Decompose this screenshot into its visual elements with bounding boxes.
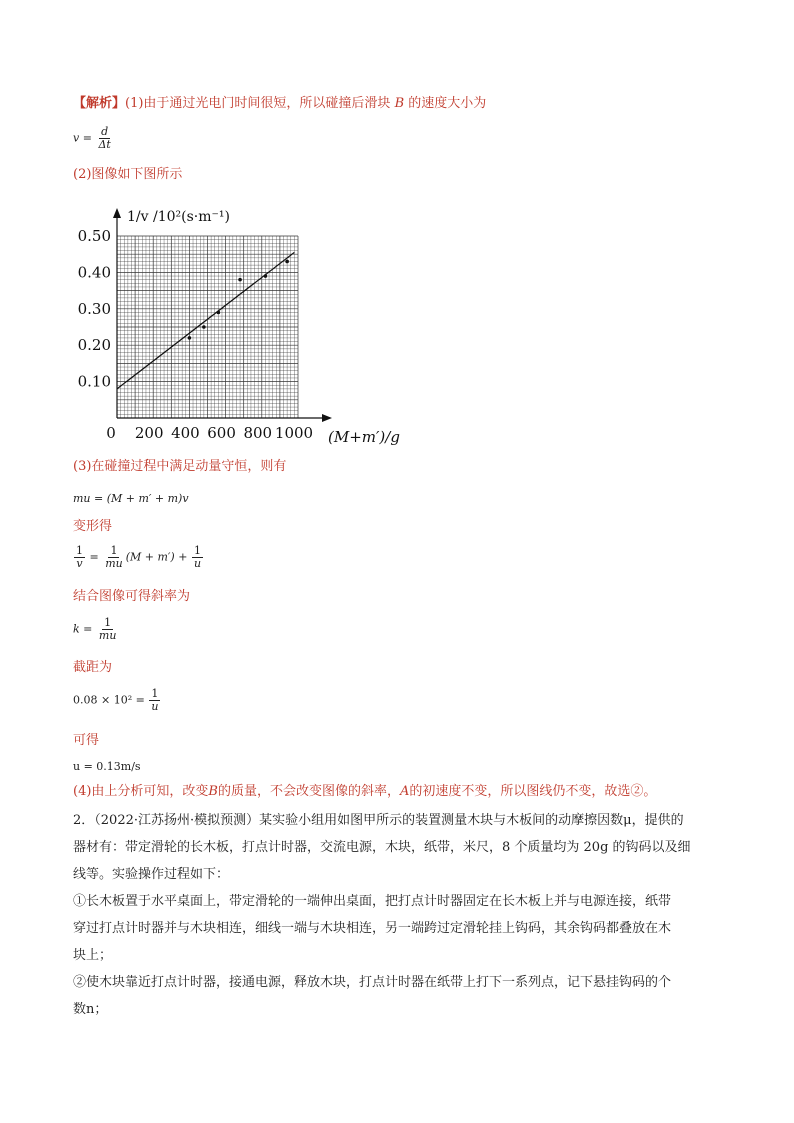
y-tick-label: 0.20 (77, 336, 111, 355)
eq-recip-lhs-den: v (76, 557, 83, 570)
x-tick-label: 0 (106, 424, 116, 442)
eq-v-fraction (96, 126, 112, 151)
x-axis-label: (M+m′)/g (328, 428, 400, 446)
y-axis-arrow (113, 208, 121, 218)
x-tick-label: 400 (171, 424, 200, 442)
x-tick-label: 1000 (274, 424, 314, 442)
eq-recip-end-den: u (193, 557, 202, 570)
eq-recip-eq: = (89, 550, 99, 564)
p4-b: B (208, 784, 218, 799)
eq-k-num: 1 (104, 616, 112, 629)
eq-int-fraction (149, 688, 160, 713)
analysis-p2: (2)图像如下图所示 (73, 167, 183, 182)
data-point (202, 325, 206, 329)
eq-v-den: Δt (98, 138, 111, 151)
x-tick-label: 200 (134, 424, 164, 442)
eq-recip-end (192, 545, 203, 570)
eq-int-den: u (151, 700, 159, 713)
slope-intro: 结合图像可得斜率为 (73, 589, 191, 604)
x-tick-label: 600 (207, 424, 236, 442)
q2-line-3: 线等。实验操作过程如下： (73, 867, 230, 882)
y-tick-label: 0.40 (77, 263, 111, 282)
eq-recip-lhs (74, 545, 85, 570)
q2-line-1: 2．（2022·江苏扬州·模拟预测）某实验小组用如图甲所示的装置测量木块与木板间的动摩擦因数μ，提供的 (73, 813, 684, 828)
eq-v-lhs: v = (73, 131, 92, 145)
p4-a: (4)由上分析可知，改变 (73, 784, 209, 799)
equation-velocity (73, 126, 114, 151)
analysis-p1-end: 的速度大小为 (408, 96, 487, 111)
p4-c: 的质量，不会改变图像的斜率， (217, 784, 400, 799)
p4-d: A (400, 784, 410, 799)
fit-line (117, 252, 294, 389)
eq-int-num: 1 (151, 687, 159, 700)
data-point (264, 274, 268, 278)
eq-v-num: d (101, 125, 109, 138)
eq-recip-mid-tail: (M + m′) + (125, 550, 188, 564)
eq-recip-mid-den: mu (105, 557, 123, 570)
analysis-tag: 【解析】 (73, 96, 126, 111)
equation-reciprocal (73, 545, 204, 570)
x-tick-label: 800 (243, 424, 273, 442)
eq-recip-lhs-num: 1 (76, 544, 83, 557)
transform-label: 变形得 (73, 519, 113, 534)
q2-line-2: 器材有：带定滑轮的长木板，打点计时器，交流电源，木块，纸带，米尺，8 个质量均为 20g 的钩码以及细 (73, 840, 691, 855)
q2-line-5: 穿过打点计时器并与木块相连，细线一端与木块相连，另一端跨过定滑轮挂上钩码，其余钩码都叠放在木 (73, 921, 672, 936)
q2-line-7: ②使木块靠近打点计时器，接通电源，释放木块，打点计时器在纸带上打下一系列点，记下悬挂钩码的个 (73, 975, 672, 990)
analysis-p4 (73, 783, 656, 801)
question-2 (73, 807, 723, 1023)
result-intro: 可得 (73, 733, 100, 748)
p4-e: 的初速度不变，所以图线仍不变，故选②。 (409, 784, 657, 799)
equation-intercept (73, 688, 161, 713)
data-point (188, 336, 192, 340)
y-tick-label: 0.50 (77, 227, 111, 245)
analysis-p1-text: (1)由于通过光电门时间很短，所以碰撞后滑块 (125, 96, 391, 111)
equation-slope (73, 617, 119, 642)
eq-recip-mid (103, 545, 125, 570)
equation-momentum: mu = (M + m′ + m)v (73, 492, 189, 505)
y-axis-label: 1/v /10²(s·m⁻¹) (127, 209, 230, 225)
y-tick-label: 0.10 (77, 372, 111, 391)
analysis-p3: (3)在碰撞过程中满足动量守恒，则有 (73, 459, 287, 474)
q2-line-6: 块上； (73, 948, 113, 963)
graph (73, 193, 403, 448)
eq-k-fraction (97, 617, 119, 642)
analysis-line-1 (73, 95, 486, 113)
y-tick-label: 0.30 (77, 299, 111, 318)
data-point (217, 311, 221, 315)
q2-line-4: ①长木板置于水平桌面上，带定滑轮的一端伸出桌面，把打点计时器固定在长木板上并与电源连接，纸带 (73, 894, 672, 909)
analysis-p1-var: B (394, 96, 405, 111)
q2-line-8: 数n； (73, 1002, 108, 1017)
data-point (238, 278, 242, 282)
eq-k-den: mu (98, 629, 117, 642)
eq-k-lhs: k = (73, 622, 93, 636)
x-axis-arrow (322, 414, 332, 422)
eq-int-lhs: 0.08 × 10² = (73, 693, 145, 707)
eq-recip-end-num: 1 (193, 544, 201, 557)
equation-result: u = 0.13m/s (73, 760, 141, 773)
data-point (285, 260, 289, 264)
intercept-intro: 截距为 (73, 660, 113, 675)
eq-recip-mid-num: 1 (110, 544, 118, 557)
